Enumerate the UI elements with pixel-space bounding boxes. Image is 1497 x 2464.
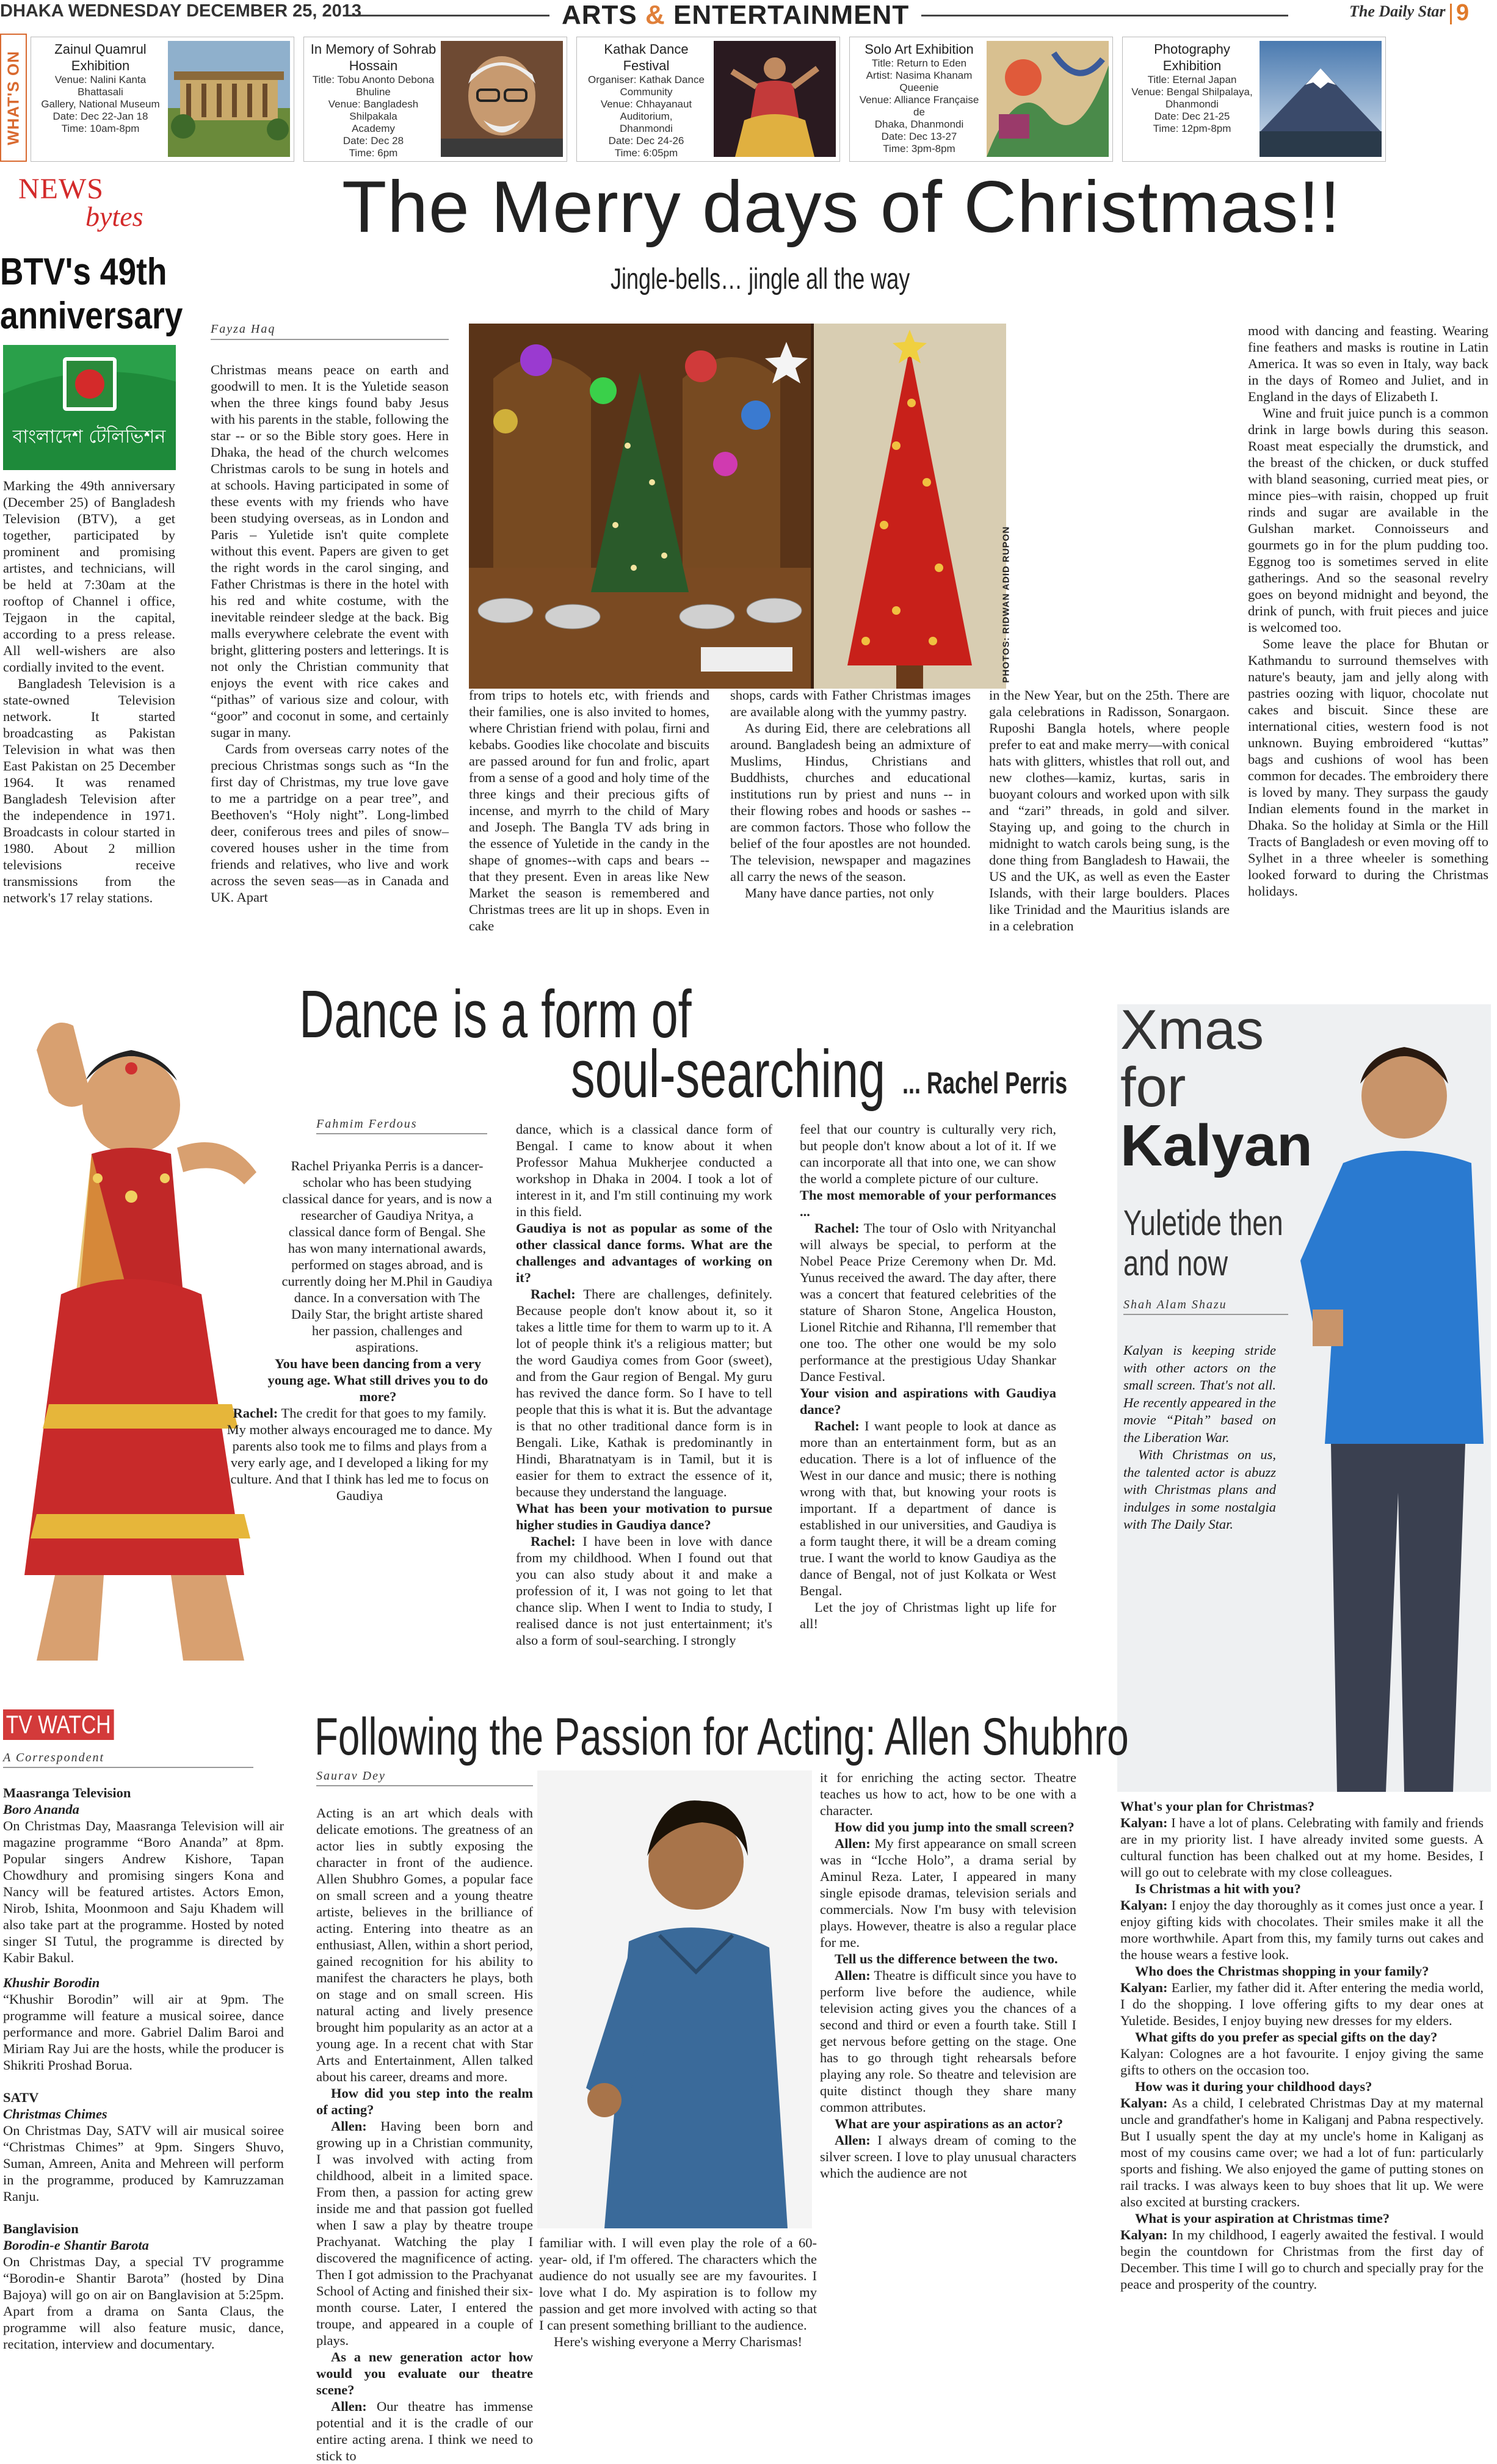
masthead xyxy=(0,0,1497,29)
answer xyxy=(1120,1814,1484,1880)
answer xyxy=(1120,1979,1484,2029)
speaker: Rachel: xyxy=(531,1534,576,1549)
news-bytes-sublabel: bytes xyxy=(85,201,143,232)
speaker: Kalyan: xyxy=(1120,2227,1168,2242)
answer-text: My first appearance on small screen was in “Icche Holo”, a drama serial by Aminul Reza. Later, I appeared in many single episode dramas, television serials and commercials. Now I'm busy with television plays. However, theatre is also a regular place for me. xyxy=(820,1836,1076,1950)
allen-photo xyxy=(537,1770,812,2228)
news-bytes-label: NEWS xyxy=(18,173,104,205)
christmas-column-4 xyxy=(989,687,1230,934)
allen-headline: Following the Passion for Acting: Allen Shubhro xyxy=(314,1708,1129,1766)
question: Who does the Christmas shopping in your family? xyxy=(1135,1963,1429,1979)
event-line: Dhanmondi xyxy=(620,123,673,134)
paragraph: from trips to hotels etc, with friends and their families, one is also invited to homes, where Christian friend with polau, firni and kebabs. Goodies like chocolate and biscuits are passed around for fun and frolic, apart from a sense of a good and holy time of the three kings and their precious gifts of incense, and myrrh to the child of Mary and Joseph. The Bangla TV ads bring in the essence of Yuletide in the candy in the shape of gnomes--with caps and bears -- that they present. Even in areas like New Market the season is remembered and Christmas trees are lit up in shops. Even in cake xyxy=(469,687,709,933)
event-line: Artist: Nasima Khanam Queenie xyxy=(866,70,973,93)
christmas-column-3 xyxy=(730,687,971,901)
question: Tell us the difference between the two. xyxy=(835,1951,1058,1966)
answer xyxy=(800,1418,1056,1599)
answer xyxy=(1120,2045,1484,2078)
tv-watch-listings xyxy=(3,1785,284,2352)
answer xyxy=(516,1286,772,1500)
paragraph: familiar with. I will even play the role of a 60-year- old, if I'm offered. The characters which the audience do not usually see are my favourites. I love what I do. My aspiration is to follow my passion and get more involved with acting so that I can present something brilliant to the audience. xyxy=(539,2235,817,2333)
program-description: “Khushir Borodin” will air at 9pm. The programme will feature a musical soiree, dance performance and more. Gabriel Dalim Baroi and Miriam Ray Jui are the hosts, while the producer is Shikriti Proshad Borua. xyxy=(3,1991,284,2073)
event-line: Gallery, National Museum xyxy=(41,98,160,110)
event-line: Venue: Bangladesh Shilpakala xyxy=(328,98,419,122)
question: How was it during your childhood days? xyxy=(1135,2079,1372,2094)
paragraph: Cards from overseas carry notes of the precious Christmas songs such as “In the first day of Christmas, my true love gave to me a partridge on a pear tree”, and Beethoven's “Holy night”. Long-limbed deer, coniferous trees and piles of snow–covered houses usher in the time from friends and relatives, who live and work across the seven seas—as in Canada and UK. Apart xyxy=(211,741,449,905)
whats-on-tag xyxy=(0,34,27,162)
christmas-column-2 xyxy=(469,687,709,934)
dance-headline-attribution: ... Rachel Perris xyxy=(902,1066,1068,1100)
brand-name: The Daily Star xyxy=(1349,2,1446,20)
event-line: Title: Return to Eden xyxy=(871,57,967,69)
event-card xyxy=(303,37,567,162)
event-card xyxy=(31,37,294,162)
paragraph: Christmas means peace on earth and goodwill to men. It is the Yuletide season when the three kings found baby Jesus with his parents in the stable, following the star -- or so the Bible story goes. Here in Dhaka, the head of the church welcomes Christmas carols to be sung in hotels and at schools. Having participated in some of these events with my friends who have been studying overseas, as in London and Paris – Yuletide isn't quite complete without this event. Papers are given to get the right words in the carol singing, and Father Christmas is there in the hotel with his red and white costume, with the inevitable reindeer sledge at the back. Big malls everywhere celebrate the event with bright, glittering posters and letterings. It is not only the Christian community that enjoys the event with rice cakes and “pithas” of various size and colour, with “goor” and coconut in some, and certainly sugar in many. xyxy=(211,362,449,740)
paragraph: Wine and fruit juice punch is a common drink in large bowls during this season. Roast meat especially the drumstick, and the breast of the chicken, or duck stuffed with bland seasoning, curried meat pies, or mince pies–with raisin, chopped up fruit rinds and sugar are available in the Gulshan market. Connoisseurs and gourmets go in for the plum pudding too. Eggnog too is sometimes served in elite gatherings. And so the seasonal revelry goes on beyond midnight and beyond, the drink of punch, with fruit pieces and juice is welcomed too. xyxy=(1248,405,1488,635)
answer xyxy=(820,1967,1076,2115)
answer-text: Earlier, my father did it. After entering the media world, I do the shopping. I love offering gifts to my dear ones at Yuletide. Besides, I enjoy buying new dresses for my elders. xyxy=(1120,1980,1484,2028)
question: How did you step into the realm of acting? xyxy=(316,2085,533,2117)
btv-logo-text: বাংলাদেশ টেলিভিশন xyxy=(12,426,166,448)
event-line: Academy xyxy=(352,123,395,134)
answer-text: Kalyan: Colognes are a hot favourite. I enjoy giving the same gifts to others on the occasion too. xyxy=(1120,2046,1484,2078)
question: What gifts do you prefer as special gifts on the day? xyxy=(1135,2029,1438,2045)
answer-text: Our theatre has immense potential and it is the cradle of our entire acting arena. I think we need to stick to xyxy=(316,2399,533,2463)
allen-column-2 xyxy=(539,2234,817,2350)
program-description: On Christmas Day, SATV will air musical soiree “Christmas Chimes” at 9pm. Singers Shuvo, Suman, Amreen, Anita and Mehreen will perform in the programme, produced by Kamruzzaman Ranju. xyxy=(3,2123,284,2204)
speaker: Kalyan: xyxy=(1120,1815,1168,1830)
event-line: Time: 6:05pm xyxy=(614,147,678,159)
paragraph: As during Eid, there are celebrations all around. Bangladesh being an admixture of Muslims, Hindus, Christians and Buddhists, churches and educational institutions run by priest and nuns -- in their flowing robes and hoods or sashes -- are common factors. Those who follow the belief of the four apostles are not hounded. The television, newspaper and magazines all carry the news of the season. xyxy=(730,720,971,884)
allen-byline: Saurav Dey xyxy=(316,1769,386,1783)
event-line: Organiser: Kathak Dance xyxy=(588,74,705,85)
page-separator xyxy=(1450,4,1452,24)
byline-rule xyxy=(1123,1314,1288,1315)
channel-name: SATV xyxy=(3,2090,39,2105)
paragraph: Kalyan is keeping stride with other actors on the small screen. That's not all. He recently appeared in the movie “Pitah” based on the Liberation War. xyxy=(1123,1343,1276,1445)
event-line: Time: 6pm xyxy=(349,147,398,159)
answer-text: In my childhood, I eagerly awaited the festival. I would begin the countdown for Christmas from the first day of December. This time I will go to church and specially pray for the peace and prosperity of the country. xyxy=(1120,2227,1484,2292)
show-name: Borodin-e Shantir Barota xyxy=(3,2238,149,2253)
allen-column-1 xyxy=(316,1805,533,2464)
date-line: DHAKA WEDNESDAY DECEMBER 25, 2013 xyxy=(0,1,361,21)
paragraph: Let the joy of Christmas light up life for all! xyxy=(800,1600,1056,1631)
paragraph: dance, which is a classical dance form of Bengal. I came to know about it when Professor Mahua Mukherjee conducted a workshop in Dhaka in 2004. I took a lot of interest in it, and I'm still continuing my work in this field. xyxy=(516,1121,772,1219)
question: As a new generation actor how would you evaluate our theatre scene? xyxy=(316,2349,533,2397)
answer xyxy=(226,1405,493,1504)
event-line: Time: 10am-8pm xyxy=(61,123,140,134)
paragraph: feel that our country is culturally very rich, but people don't know about a lot of it. If we can incorporate all that into one, we can show the world a complete picture of our culture. xyxy=(800,1121,1056,1186)
speaker: Allen: xyxy=(835,2132,871,2148)
dance-column-2 xyxy=(516,1121,772,1648)
channel-name: Maasranga Television xyxy=(3,1785,131,1800)
question: What has been your motivation to pursue higher studies in Gaudiya dance? xyxy=(516,1501,772,1532)
news-bytes-body xyxy=(3,477,175,906)
paragraph: Acting is an art which deals with delicate emotions. The greatness of an actor lies in subtly exposing the character in front of the audience. Allen Shubhro Gomes, a popular face on small screen and a young theatre artiste, believes in the brilliance of acting. Entering into theatre as an enthusiast, Allen, within a short period, gained recognition for his ability to manifest the characters he plays, both on stage and on small screen. His natural acting and lively presence brought him popularity as an actor at a young age. In a recent chat with Star Arts and Entertainment, Allen talked about his career, dreams and more. xyxy=(316,1805,533,2084)
answer-text: Having been born and growing up in a Christian community, I was involved with acting from childhood, albeit in a limited space. From then, a passion for acting grew inside me and that passion got fuelled when I saw a play by theatre troupe Prachyanat. Watching the play I discovered the magnificence of acting. Then I got admission to the Prachyanat School of Acting and finished their six-month course. Later, I entered the troupe, and appeared in a couple of plays. xyxy=(316,2118,533,2348)
answer xyxy=(820,2132,1076,2181)
paragraph: mood with dancing and feasting. Wearing fine feathers and masks is routine in Latin America. It was so even in Italy, way back in the days of Romeo and Juliet, and in England in the days of Elizabeth I. xyxy=(1248,323,1488,404)
event-title: Zainul Quamrul Exhibition xyxy=(54,42,147,73)
allen-column-3 xyxy=(820,1769,1076,2181)
byline-rule xyxy=(316,1133,487,1134)
event-line: Dhaka, Dhanmondi xyxy=(874,118,964,130)
christmas-byline: Fayza Haq xyxy=(211,322,276,336)
tv-watch-byline: A Correspondent xyxy=(3,1751,105,1764)
speaker: Kalyan: xyxy=(1120,1980,1168,1995)
byline-rule xyxy=(316,1785,533,1786)
question: What are your aspirations as an actor? xyxy=(835,2116,1064,2131)
answer xyxy=(1120,1897,1484,1963)
paragraph: With Christmas on us, the talented actor is abuzz with Christmas plans and indulges in some nostalgia with The Daily Star. xyxy=(1123,1447,1276,1532)
whats-on-label: WHAT'S ON xyxy=(4,51,23,145)
dance-headline-line-1: Dance is a form of xyxy=(299,977,692,1052)
kalyan-byline: Shah Alam Shazu xyxy=(1123,1298,1227,1311)
answer xyxy=(316,2118,533,2349)
event-line: Title: Eternal Japan xyxy=(1147,74,1237,85)
event-line: Date: Dec 22-Jan 18 xyxy=(53,111,148,122)
program-description: On Christmas Day, a special TV programme “Borodin-e Shantir Barota” (hosted by Dina Bajoya) will go on air on Banglavision at 5:25pm. Apart from a drama on Santa Claus, the programme will also feature music, dance, recitation, interview and documentary. xyxy=(3,2254,284,2352)
show-name: Khushir Borodin xyxy=(3,1975,100,1990)
speaker: Rachel: xyxy=(814,1418,860,1433)
answer-text: The credit for that goes to my family. My mother always encouraged me to dance. My parents also took me to films and plays from a very early age, and I developed a liking for my culture. And that I think has led me to focus on Gaudiya xyxy=(227,1405,493,1503)
answer xyxy=(1120,2095,1484,2210)
answer-text: There are challenges, definitely. Because people don't know about it, so it takes a little time for them to warm up to it. A lot of people think it's a religious matter; but the word Gaudiya comes from Goor (sweet), and from the Gaur region of Bengal. My guru has revived the dance form. So I have to tell people that this is what it is. But the advantage is that no other traditional dance form is in Bengali. Like, Kathak is predominantly in Hindi, Bharatnatyam is in Tamil, but it is easier for them to extract the essence of it, because they understand the language. xyxy=(516,1286,772,1499)
answer xyxy=(1120,2227,1484,2292)
event-line: Date: Dec 21-25 xyxy=(1154,111,1230,122)
event-line: Venue: Alliance Française de xyxy=(859,94,979,118)
mount-fuji-image xyxy=(1260,41,1382,157)
show-name: Boro Ananda xyxy=(3,1802,79,1817)
speaker: Rachel: xyxy=(531,1286,576,1302)
paragraph: Marking the 49th anniversary (December 25) of Bangladesh Television (BTV), a get together, participated by prominent and promising artistes, and technicians, will be held at 7:30am at the rooftop of Channel i office, Tejgaon in the capital, according to a press release. All well-wishers are also cordially invited to the event. xyxy=(3,478,175,675)
kalyan-headline-line-1: Xmas xyxy=(1120,999,1264,1061)
christmas-subheadline: Jingle-bells… jingle all the way xyxy=(611,263,910,295)
speaker: Allen: xyxy=(331,2118,367,2134)
paragraph: it for enriching the acting sector. Theatre teaches us how to act, how to be one with a character. xyxy=(820,1770,1076,1818)
kalyan-intro xyxy=(1123,1342,1276,1534)
answer-text: I have a lot of plans. Celebrating with family and friends are in my priority list. I have already invited some guests. A cultural function has been chalked out at my home. Besides, I will go out to celebrate with my close colleagues. xyxy=(1120,1815,1484,1880)
event-line: Venue: Nalini Kanta Bhattasali xyxy=(54,74,147,98)
kalyan-subhead-line-2: and now xyxy=(1123,1244,1228,1283)
question: Your vision and aspirations with Gaudiya dance? xyxy=(800,1385,1056,1417)
portrait-image xyxy=(441,41,563,157)
question: How did you jump into the small screen? xyxy=(835,1819,1075,1835)
show-name: Christmas Chimes xyxy=(3,2106,107,2122)
event-title: Kathak Dance Festival xyxy=(604,42,689,73)
question: You have been dancing from a very young age. What still drives you to do more? xyxy=(267,1356,488,1404)
dance-byline: Fahmim Ferdous xyxy=(316,1117,418,1131)
event-title: Photography Exhibition xyxy=(1154,42,1230,73)
question: The most memorable of your performances ... xyxy=(800,1187,1056,1219)
news-bytes-headline: BTV's 49th anniversary xyxy=(0,251,183,337)
answer-text: I want people to look at dance as more than an entertainment form, but as an education. There is a lot of influence of the West in our dance and music; there is nothing wrong with that, but knowing your roots is important. If a department of dance is established in our universities, and Gaudiya is a form taught there, it will be a dream coming true. I want the world to know Gaudiya as the dance of Bengal, not of just Kolkata or West Bengal. xyxy=(800,1418,1056,1598)
event-title: Solo Art Exhibition xyxy=(864,42,974,57)
paragraph: Some leave the place for Bhutan or Kathmandu to surround themselves with nature's beauty, jam and jelly along with pastries oozing with liquor, chocolate nut cakes and biscuit. Since these are international cities, western food is not unknown. Buying embroidered “kuttas” bags and cushions of wool has been common for decades. The embroidery there is loved by many. They surpass the gaudy Indian elements found in the market in Dhaka. So the holiday at Simla or the Hill Tracts of Bangladesh or even moving off to Sylhet in a three wheeler is something looked forward to during the Christmas holidays. xyxy=(1248,636,1488,899)
kalyan-headline-line-2: for xyxy=(1120,1056,1186,1118)
kalyan-subhead-line-1: Yuletide then xyxy=(1123,1203,1283,1243)
paragraph: Here's wishing everyone a Merry Charismas! xyxy=(554,2334,803,2349)
question: What's your plan for Christmas? xyxy=(1120,1799,1314,1814)
christmas-decorations-photo xyxy=(469,324,1006,689)
speaker: Allen: xyxy=(835,1968,871,1983)
question: Gaudiya is not as popular as some of the other classical dance forms. What are the challenges and advantages of working on it? xyxy=(516,1220,772,1285)
kalyan-headline-line-3: Kalyan xyxy=(1120,1113,1313,1178)
speaker: Allen: xyxy=(835,1836,871,1851)
event-card xyxy=(1122,37,1386,162)
answer-text: Theatre is difficult since you have to perform live before the audience, while television acting gives you the chances of a second and third or even a fourth take. Still I get nervous before getting on the stage. One has to go through tight rehearsals before playing any role. So theatre and television are quite distinct though they share many common attributes. xyxy=(820,1968,1076,2115)
speaker: Kalyan: xyxy=(1120,2095,1168,2111)
section-title-amp: & xyxy=(645,0,665,30)
section-title-b: ENTERTAINMENT xyxy=(673,0,910,30)
event-card xyxy=(849,37,1113,162)
speaker: Kalyan: xyxy=(1120,1897,1168,1913)
paragraph: in the New Year, but on the 25th. There are gala celebrations in Radisson, Sonargaon. Ruposhi Bangla hotels, where people prefer to eat and make merry—with conical hats with glitters, whistles that roll out, and new clothes—kamiz, kurtas, saris in buoyant colours and worked upon with silk and “zari” threads, in gold and silver. Staying up, and going to the church in midnight to watch carols being sung, is the done thing from Bangladesh to Hawaii, the US and the UK, as well as even the Easter Islands, with their large boulders. Places like Trinidad and the Mauritius islands are in a celebration xyxy=(989,687,1230,933)
event-line: Community xyxy=(620,86,673,98)
answer xyxy=(800,1220,1056,1385)
dance-headline-line-2: soul-searching xyxy=(571,1037,886,1112)
program-description: On Christmas Day, Maasranga Television will air magazine programme “Boro Ananda” at 8pm. Popular singers Andrew Kishore, Tapan Chowdhury and promising singers Kona and Nancy will be featured artistes. Actors Emon, Nirob, Ishita, Moonmoon and Saju Khadem will also take part at the programme. Hosted by noted singer SI Tutul, the programme is directed by Kabir Bakul. xyxy=(3,1818,284,1965)
speaker: Rachel: xyxy=(814,1220,860,1236)
byline-rule xyxy=(211,339,449,340)
event-line: Dhanmondi xyxy=(1165,98,1219,110)
museum-building-image xyxy=(168,41,290,157)
answer-text: I have been in love with dance from my childhood. When I found out that you can also study about it and make a profession of it, I was not going to let that chance slip. When I went to India to study, I realised dance is not just entertainment; it's also a form of soul-searching. I strongly xyxy=(516,1534,772,1648)
event-line: Date: Dec 28 xyxy=(343,135,404,147)
answer-text: I always dream of coming to the silver screen. I love to play unusual characters which the audience are not xyxy=(820,2132,1076,2181)
answer xyxy=(820,1835,1076,1951)
btv-logo-image xyxy=(3,345,176,470)
kalyan-photo xyxy=(1288,1004,1491,1792)
event-line: Time: 3pm-8pm xyxy=(883,143,955,154)
photo-credit xyxy=(1000,501,1012,684)
christmas-column-5 xyxy=(1248,322,1488,899)
christmas-headline: The Merry days of Christmas!! xyxy=(342,166,1341,248)
section-title xyxy=(549,0,921,31)
event-line: Date: Dec 13-27 xyxy=(881,131,957,142)
event-line: Venue: Chhayanaut Auditorium, xyxy=(600,98,692,122)
paragraph: Rachel Priyanka Perris is a dancer-scholar who has been studying classical dance for years, and is now a researcher of Gaudiya Nritya, a classical dance form of Bengal. She has won many international awards, performed on stages abroad, and is currently doing her M.Phil in Gaudiya dance. In a conversation with The Daily Star, the bright artiste shared her passion, challenges and aspirations. xyxy=(281,1158,493,1355)
answer xyxy=(516,1533,772,1648)
event-card xyxy=(576,37,840,162)
event-line: Date: Dec 24-26 xyxy=(608,135,684,147)
question: What is your aspiration at Christmas time? xyxy=(1135,2211,1390,2226)
paragraph: Many have dance parties, not only xyxy=(745,885,934,900)
kalyan-interview xyxy=(1120,1798,1484,2292)
section-title-a: ARTS xyxy=(562,0,637,30)
paragraph: Bangladesh Television is a state-owned Television network. It started broadcasting as Pakistan Television in what was then East Pakistan on 25 December 1964. It was renamed Bangladesh Television after the independence in 1971. Broadcasts in colour started in 1980. About 2 million televisions receive transmissions from the network's 17 relay stations. xyxy=(3,676,175,905)
speaker: Rachel: xyxy=(233,1405,278,1421)
dance-column-3 xyxy=(800,1121,1056,1632)
question: Is Christmas a hit with you? xyxy=(1135,1881,1301,1896)
answer-text: As a child, I celebrated Christmas Day at my maternal uncle and grandfather's home in Kaliganj and Pabna respectively. But I usually spent the day at my uncle's home in Kaliganj as most of my cousins came over; we had a lot of fun: particularly sports and fishing. We also enjoyed the game of putting stones on rail tracks. I was always keen to buy shoes that lit up. We were also excited at bursting crackers. xyxy=(1120,2095,1484,2209)
dancer-image xyxy=(714,41,836,157)
answer-text: I enjoy the day thoroughly as it comes just once a year. I enjoy gifting kids with chocolates. Their smiles make it all the more worthwhile. Apart from this, my family turns out cakes and the house wears a festive look. xyxy=(1120,1897,1484,1962)
event-line: Title: Tobu Anonto Debona Bhuline xyxy=(312,74,435,98)
event-line: Venue: Bengal Shilpalaya, xyxy=(1131,86,1253,98)
byline-rule xyxy=(3,1767,253,1768)
channel-name: Banglavision xyxy=(3,2221,79,2236)
dance-column-1 xyxy=(226,1158,493,1504)
page-number: 9 xyxy=(1456,0,1470,26)
answer-text: The tour of Oslo with Nrityanchal will always be special, to perform at the Nobel Peace Prize Ceremony when Dr. Md. Yunus received the award. The day after, there was a concert that featured celebrities of the stature of Sharon Stone, Angelica Houston, Lionel Ritchie and Rihanna, I'll remember that one too. The other one would be my solo performance at the prestigious Uday Shankar Dance Festival. xyxy=(800,1220,1056,1384)
christmas-column-1 xyxy=(211,361,449,905)
event-line: Time: 12pm-8pm xyxy=(1153,123,1231,134)
photo-credit-text: PHOTOS: RIDWAN ADID RUPON xyxy=(1001,526,1012,683)
answer xyxy=(316,2398,533,2464)
painting-image xyxy=(987,41,1109,157)
paragraph: shops, cards with Father Christmas images are available along with the yummy pastry. xyxy=(730,687,971,719)
tv-watch-tag: TV WATCH xyxy=(3,1709,114,1740)
event-title: In Memory of Sohrab Hossain xyxy=(310,42,437,73)
speaker: Allen: xyxy=(331,2399,367,2414)
